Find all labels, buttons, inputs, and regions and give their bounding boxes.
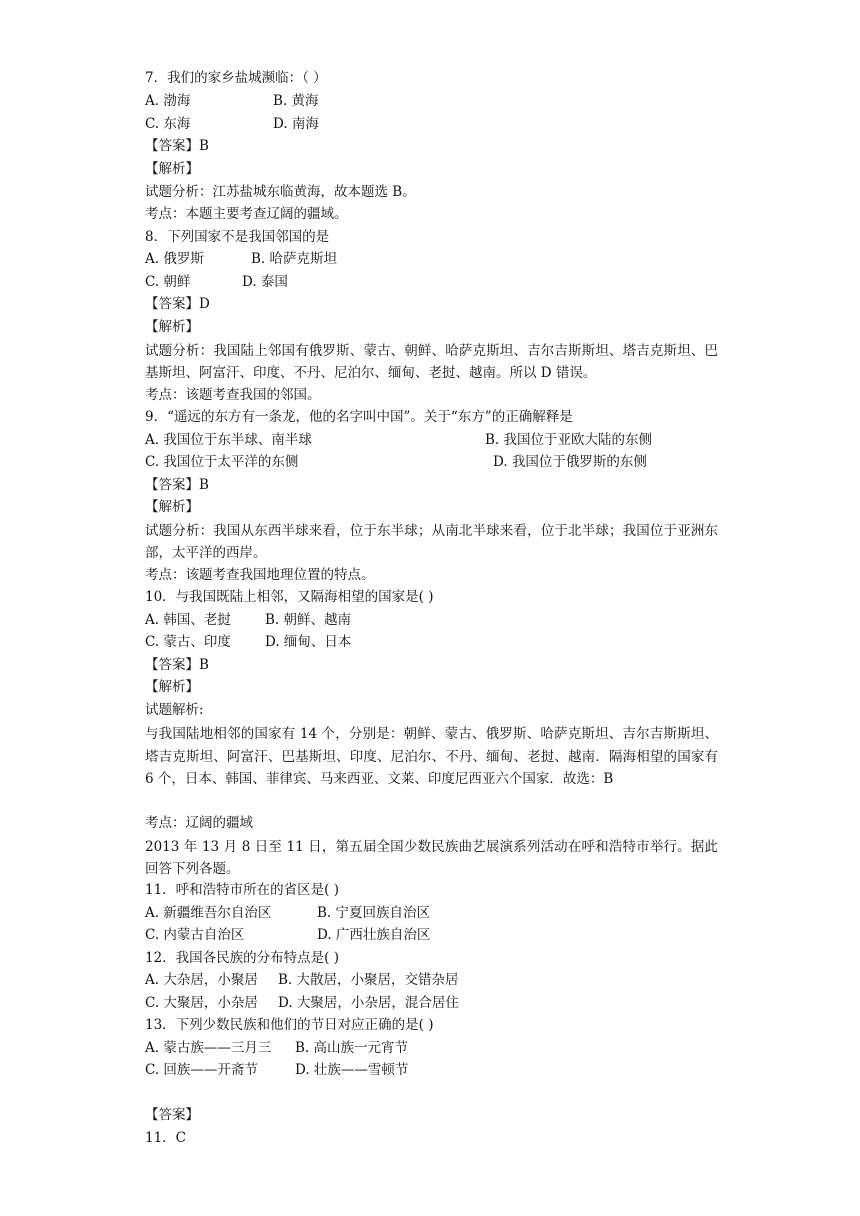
- q8-analysis-label: 【解析】: [145, 319, 199, 335]
- q10-analysis: 与我国陆地相邻的国家有 14 个，分别是：朝鲜、蒙古、俄罗斯、哈萨克斯坦、吉尔吉斯斯坦、塔吉克斯坦、阿富汗、巴基斯坦、印度、尼泊尔、不丹、缅甸、老挝、越南．隔海相望的国家有 6 个，日本、韩国、菲律宾、马来西亚、文莱、印度尼西亚六个国家．故选：B: [145, 726, 718, 788]
- q7-analysis-label: 【解析】: [145, 161, 199, 177]
- q12-stem: 12．我国各民族的分布特点是( ): [145, 950, 340, 966]
- q10-stem: 10．与我国既陆上相邻，又隔海相望的国家是( ): [145, 589, 434, 605]
- q10-point: 考点：辽阔的疆域: [145, 815, 253, 831]
- q8-option-c: C. 朝鲜: [145, 274, 191, 290]
- q10-analysis-label: 【解析】: [145, 679, 199, 695]
- q8-options-row2: [145, 273, 288, 291]
- q12-option-c: C. 大聚居，小杂居: [145, 995, 258, 1011]
- q13-stem: 13．下列少数民族和他们的节日对应正确的是( ): [145, 1017, 434, 1033]
- q12-options-row1: [145, 971, 459, 989]
- q7-option-d: D. 南海: [273, 116, 319, 132]
- material-text: 2013 年 13 月 8 日至 11 日，第五届全国少数民族曲艺展演系列活动在呼和浩特市举行。据此回答下列各题。: [145, 839, 718, 877]
- q10-analysis-title: 试题解析:: [145, 702, 204, 718]
- q13-option-c: C. 回族——开斋节: [145, 1062, 258, 1078]
- q8-option-a: A. 俄罗斯: [145, 251, 204, 267]
- q9-options-row1: [145, 431, 652, 449]
- q10-option-c: C. 蒙古、印度: [145, 634, 231, 650]
- q11-options-row2: [145, 926, 430, 944]
- q8-option-d: D. 泰国: [242, 274, 288, 290]
- q13-option-b: B. 高山族一元宵节: [295, 1040, 409, 1056]
- q13-option-d: D. 壮族——雪顿节: [295, 1062, 409, 1078]
- q7-answer: 【答案】B: [145, 138, 209, 154]
- q10-option-d: D. 缅甸、日本: [265, 634, 352, 650]
- q7-analysis: 试题分析：江苏盐城东临黄海，故本题选 B。: [145, 184, 416, 200]
- q9-option-c: C. 我国位于太平洋的东侧: [145, 454, 299, 470]
- q10-options-row2: [145, 633, 351, 651]
- q11-option-c: C. 内蒙古自治区: [145, 927, 245, 943]
- q11-option-d: D. 广西壮族自治区: [317, 927, 431, 943]
- q10-option-a: A. 韩国、老挝: [145, 612, 231, 628]
- q8-stem: 8．下列国家不是我国邻国的是: [145, 229, 330, 245]
- q9-option-d: D. 我国位于俄罗斯的东侧: [493, 454, 647, 470]
- q9-point: 考点：该题考查我国地理位置的特点。: [145, 567, 375, 583]
- q9-stem: 9．“遥远的东方有一条龙，他的名字叫中国”。关于“东方”的正确解释是: [145, 409, 573, 425]
- q7-option-c: C. 东海: [145, 116, 191, 132]
- q10-answer: 【答案】B: [145, 657, 209, 673]
- answer-11: 11．C: [145, 1130, 187, 1146]
- q8-point: 考点：该题考查我国的邻国。: [145, 387, 321, 403]
- q13-option-a: A. 蒙古族——三月三: [145, 1040, 272, 1056]
- q11-stem: 11．呼和浩特市所在的省区是( ): [145, 882, 340, 898]
- q11-option-a: A. 新疆维吾尔自治区: [145, 905, 272, 921]
- q11-option-b: B. 宁夏回族自治区: [317, 905, 431, 921]
- q10-options-row1: [145, 611, 351, 629]
- q9-answer: 【答案】B: [145, 477, 209, 493]
- q9-option-a: A. 我国位于东半球、南半球: [145, 432, 312, 448]
- q8-answer: 【答案】D: [145, 296, 210, 312]
- q9-analysis-label: 【解析】: [145, 499, 199, 515]
- q8-option-b: B. 哈萨克斯坦: [251, 251, 338, 267]
- q11-options-row1: [145, 904, 430, 922]
- q10-option-b: B. 朝鲜、越南: [265, 612, 352, 628]
- q12-option-a: A. 大杂居，小聚居: [145, 972, 258, 988]
- q8-options-row1: [145, 250, 337, 268]
- q8-analysis: 试题分析：我国陆上邻国有俄罗斯、蒙古、朝鲜、哈萨克斯坦、吉尔吉斯斯坦、塔吉克斯坦、巴基斯坦、阿富汗、印度、不丹、尼泊尔、缅甸、老挝、越南。所以 D 错误。: [145, 343, 718, 381]
- q13-options-row2: [145, 1061, 408, 1079]
- answers-label: 【答案】: [145, 1107, 199, 1123]
- q7-point: 考点：本题主要考查辽阔的疆域。: [145, 206, 348, 222]
- q7-stem: 7．我们的家乡盐城濒临：（ ）: [145, 70, 327, 86]
- q7-option-a: A. 渤海: [145, 93, 191, 109]
- q9-option-b: B. 我国位于亚欧大陆的东侧: [485, 432, 653, 448]
- q9-analysis: 试题分析：我国从东西半球来看，位于东半球；从南北半球来看，位于北半球；我国位于亚洲东部，太平洋的西岸。: [145, 523, 718, 561]
- q7-option-b: B. 黄海: [273, 93, 319, 109]
- q13-options-row1: [145, 1039, 408, 1057]
- q7-options-row2: [145, 115, 319, 133]
- q12-options-row2: [145, 994, 459, 1012]
- q12-option-b: B. 大散居，小聚居，交错杂居: [278, 972, 459, 988]
- q12-option-d: D. 大聚居，小杂居，混合居住: [278, 995, 459, 1011]
- q9-options-row2: [145, 453, 647, 471]
- q7-options-row1: [145, 92, 319, 110]
